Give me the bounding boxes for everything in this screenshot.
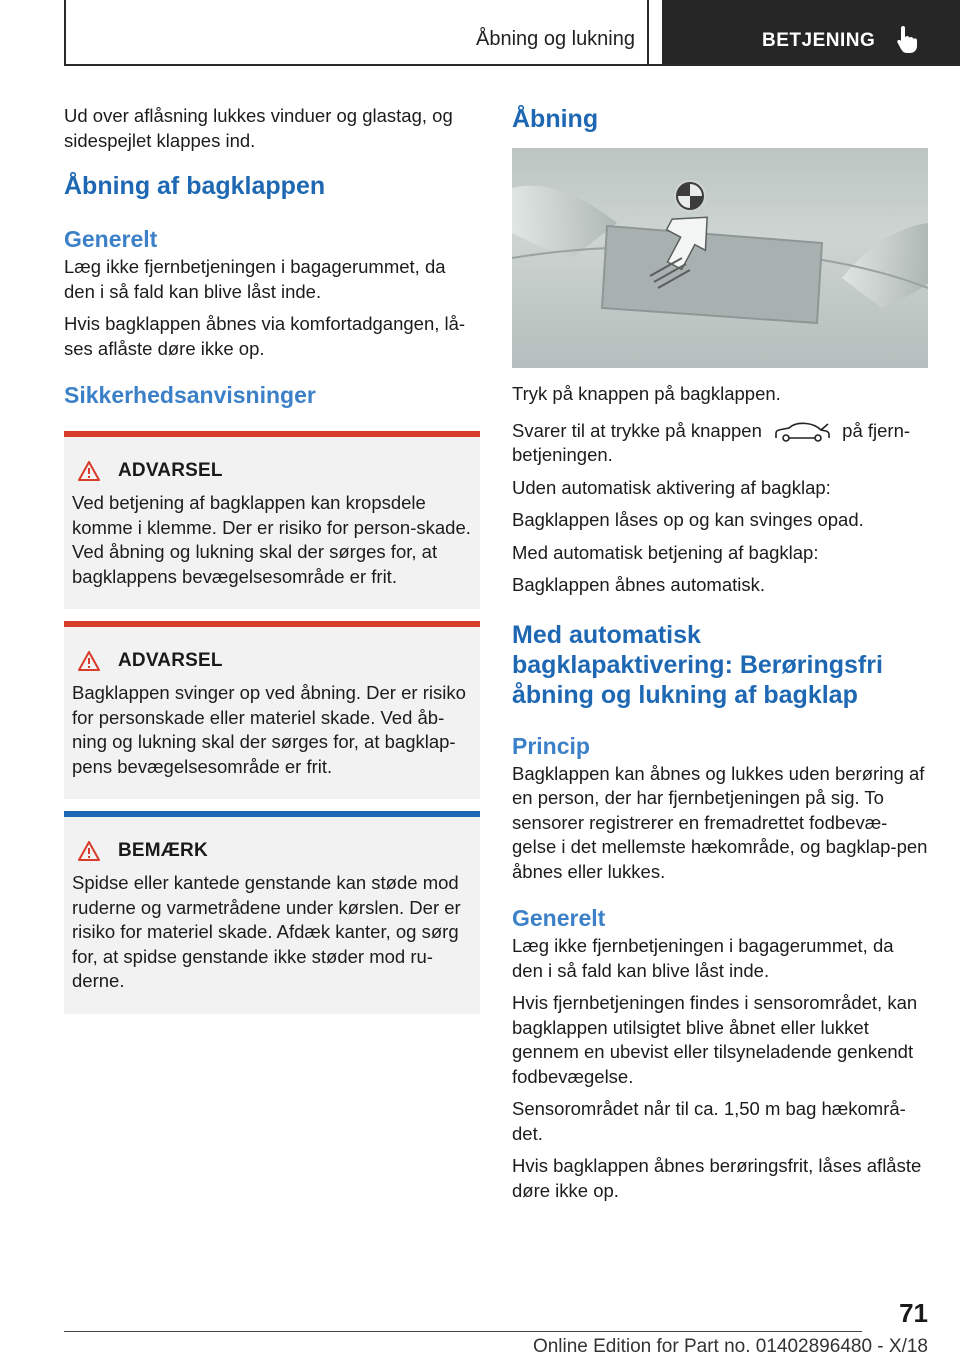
notice-title: BEMÆRK: [118, 840, 208, 861]
opening-paragraph-6: Bagklappen åbnes automatisk.: [512, 574, 766, 595]
opening-paragraph-3: Uden automatisk aktivering af bagklap:: [512, 476, 831, 498]
principle-paragraph: Bagklappen kan åbnes og lukkes uden berøring af en person, der har fjernbetjeningen på sig. To sensorer registrerer en fremadrettet fodbevæ-gelse i det mellemste hækområde, og bagklap-pen åbnes eller lukkes.: [512, 762, 928, 882]
heading-auto-tailgate: Med automatisk bagklapaktivering: Berøringsfri åbning og lukning af bagklap: [512, 620, 883, 709]
heading-open-tailgate: Åbning af bagklappen: [64, 172, 326, 200]
warning-text: Ved betjening af bagklappen kan kropsdele komme i klemme. Der er risiko for person-skade. Ved åbning og lukning skal der sørges for, at bagklappens bevægelsesområde er frit.: [72, 492, 471, 587]
header-section-title: Åbning og lukning: [475, 28, 635, 50]
heading-opening: Åbning: [512, 105, 599, 133]
general2-paragraph-1: Læg ikke fjernbetjeningen i bagagerummet, da den i så fald kan blive låst inde.: [512, 935, 894, 981]
notice-header: [72, 839, 472, 863]
warning-header: [72, 649, 472, 673]
opening-paragraph-2b: på fjern-betjeningen.: [512, 419, 911, 465]
warning-box-1: [64, 431, 480, 609]
general2-paragraph-4: Hvis bagklappen åbnes berøringsfrit, låses aflåste døre ikke op.: [512, 1155, 922, 1201]
footer-edition: Online Edition for Part no. 01402896480 - X/18: [532, 1336, 928, 1357]
warning-text: Bagklappen svinger op ved åbning. Der er risiko for personskade eller materiel skade. Ved åb-ning og lukning skal der sørges for, at bagklap-pens bevægelsesområde er frit.: [72, 682, 466, 777]
warning-triangle-icon: [78, 461, 100, 481]
opening-paragraph-4: Bagklappen låses op og kan svinges opad.: [512, 509, 864, 530]
warning-box-2: [64, 621, 480, 799]
heading-safety: Sikkerhedsanvisninger: [64, 382, 316, 408]
general-paragraph-1: Læg ikke fjernbetjeningen i bagagerummet, da den i så fald kan blive låst inde.: [64, 256, 446, 302]
header-mid-rule: [647, 0, 649, 66]
warning-header: [72, 459, 472, 483]
general2-paragraph-2: Hvis fjernbetjeningen findes i sensorområdet, kan bagklappen utilsigtet blive åbnet eller lukket gennem en ubevist eller tilsyneladende genkendt fodbevægelse.: [512, 992, 918, 1087]
opening-paragraph-2a: Svarer til at trykke på knappen: [512, 419, 762, 441]
heading-general: Generelt: [64, 226, 158, 252]
tailgate-photo: [512, 148, 928, 368]
footer-rule: [64, 1331, 862, 1332]
header-rule: [64, 64, 960, 66]
left-column: [64, 104, 480, 1014]
opening-paragraph-2: [512, 419, 928, 468]
warning-title: ADVARSEL: [118, 460, 223, 481]
general-paragraph-2: Hvis bagklappen åbnes via komfortadgangen, lå-ses aflåste døre ikke op.: [64, 313, 466, 359]
right-column: [512, 104, 928, 1211]
intro-text: Ud over aflåsning lukkes vinduer og glastag, og sidespejlet klappes ind.: [64, 105, 453, 151]
opening-paragraph-5: Med automatisk betjening af bagklap:: [512, 541, 819, 563]
page-number: 71: [899, 1298, 928, 1328]
header-chapter-title: BETJENING: [762, 30, 876, 51]
heading-general-2: Generelt: [512, 905, 606, 931]
warning-triangle-icon: [78, 651, 100, 671]
heading-principle: Princip: [512, 732, 590, 759]
car-tailgate-button-icon: [773, 421, 831, 443]
opening-paragraph-1: Tryk på knappen på bagklappen.: [512, 383, 781, 404]
notice-text: Spidse eller kantede genstande kan støde mod ruderne og varmetrådene under kørslen. Der er risiko for materiel skade. Afdæk kanter, og sørg for, at spidse genstande ikke støder mod ru-derne.: [72, 872, 461, 991]
warning-triangle-icon: [78, 841, 100, 861]
pointing-hand-icon: [895, 24, 921, 54]
general2-paragraph-3: Sensorområdet når til ca. 1,50 m bag hækområ-det.: [512, 1098, 906, 1144]
notice-box: [64, 811, 480, 1014]
header-left-rule: [64, 0, 66, 66]
header-chapter-tab: [662, 0, 960, 64]
tailgate-illustration: [512, 148, 928, 368]
warning-title: ADVARSEL: [118, 650, 223, 671]
